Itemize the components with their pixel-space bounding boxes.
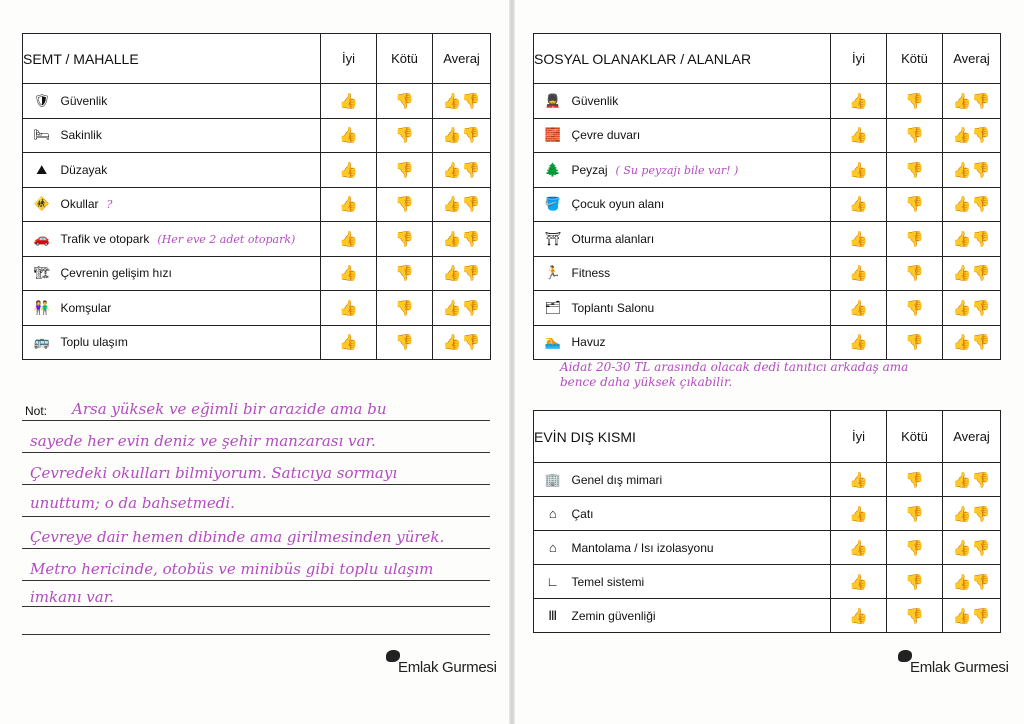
rating-bad-thumbs-down-icon[interactable]: 👎 <box>377 256 433 291</box>
row-label-cell <box>61 256 321 291</box>
table-row <box>534 497 1001 531</box>
table-row <box>23 291 491 326</box>
row-label: Trafik ve otopark <box>60 231 150 246</box>
table-row <box>534 291 1001 326</box>
table-row <box>534 325 1001 360</box>
table-row <box>534 531 1001 565</box>
rating-bad-thumbs-down-icon[interactable]: 👎 <box>887 118 943 153</box>
row-label: Peyzaj <box>571 162 608 177</box>
table-title: SEMT / MAHALLE <box>23 34 321 84</box>
row-label-cell <box>572 565 831 599</box>
students-icon: 🚸 <box>23 187 61 222</box>
column-good: İyi <box>321 34 377 84</box>
row-label-cell <box>572 463 831 497</box>
row-label: Oturma alanları <box>571 231 655 246</box>
table-row <box>534 463 1001 497</box>
table-row <box>23 84 491 119</box>
notes-label: Not: <box>25 404 48 418</box>
car-icon: 🚗 <box>23 222 61 257</box>
rating-bad-thumbs-down-icon[interactable]: 👎 <box>377 291 433 326</box>
table-row <box>534 256 1001 291</box>
facade-icon: 🏢 <box>534 463 572 497</box>
rating-good-thumbs-up-icon[interactable]: 👍 <box>321 153 377 188</box>
row-label: Okullar <box>60 197 99 212</box>
row-label: Güvenlik <box>60 93 108 108</box>
row-label: Toplantı Salonu <box>571 300 655 315</box>
handwritten-note: (Her eve 2 adet otopark) <box>157 232 296 246</box>
exterior-table <box>533 410 1001 633</box>
rating-bad-thumbs-down-icon[interactable]: 👎 <box>887 256 943 291</box>
column-bad: Kötü <box>377 34 433 84</box>
row-label-cell <box>572 84 831 119</box>
row-label-cell <box>572 531 831 565</box>
column-average: Averaj <box>943 411 1001 463</box>
rating-avg-thumbs-mixed-icon[interactable]: 👍👎 <box>433 256 491 291</box>
row-label-cell <box>61 187 321 222</box>
rating-avg-thumbs-mixed-icon[interactable]: 👍👎 <box>943 187 1001 222</box>
row-label: Genel dış mimari <box>571 472 663 487</box>
row-label: Havuz <box>571 335 606 350</box>
rating-bad-thumbs-down-icon[interactable]: 👎 <box>887 565 943 599</box>
pool-icon: 🏊 <box>534 325 572 360</box>
rating-good-thumbs-up-icon[interactable]: 👍 <box>831 531 887 565</box>
rating-good-thumbs-up-icon[interactable]: 👍 <box>831 463 887 497</box>
column-average: Averaj <box>433 34 491 84</box>
table-row <box>23 325 491 360</box>
rating-good-thumbs-up-icon[interactable]: 👍 <box>831 291 887 326</box>
table-row <box>534 153 1001 188</box>
bed-icon: 🛏 <box>23 118 61 153</box>
row-label: Çevre duvarı <box>571 128 641 143</box>
rating-good-thumbs-up-icon[interactable]: 👍 <box>321 291 377 326</box>
shield-icon: 🛡 <box>23 84 61 119</box>
bus-icon: 🚌 <box>23 325 61 360</box>
row-label-cell <box>572 153 831 188</box>
rating-good-thumbs-up-icon[interactable]: 👍 <box>831 565 887 599</box>
house-outline-icon: ⌂ <box>534 531 572 565</box>
rating-avg-thumbs-mixed-icon[interactable]: 👍👎 <box>943 256 1001 291</box>
row-label: Temel sistemi <box>571 574 645 589</box>
row-label-cell <box>572 291 831 326</box>
row-label: Çatı <box>571 506 594 521</box>
note-line: Metro hericinde, otobüs ve minibüs gibi toplu ulaşım <box>30 560 434 578</box>
note-line: Çevredeki okulları bilmiyorum. Satıcıya sormayı <box>30 464 398 482</box>
rating-good-thumbs-up-icon[interactable]: 👍 <box>321 84 377 119</box>
rating-avg-thumbs-mixed-icon[interactable]: 👍👎 <box>943 222 1001 257</box>
rating-avg-thumbs-mixed-icon[interactable]: 👍👎 <box>943 118 1001 153</box>
table-row <box>534 118 1001 153</box>
brand-logo: Emlak Gurmesi <box>386 650 497 676</box>
roof-icon: ⌂ <box>534 497 572 531</box>
row-label: Toplu ulaşım <box>60 335 128 350</box>
wall-icon: 🧱 <box>534 118 572 153</box>
column-bad: Kötü <box>887 411 943 463</box>
bucket-icon: 🪣 <box>534 187 572 222</box>
rating-avg-thumbs-mixed-icon[interactable]: 👍👎 <box>943 463 1001 497</box>
table-row <box>23 256 491 291</box>
column-good: İyi <box>831 34 887 84</box>
rating-avg-thumbs-mixed-icon[interactable]: 👍👎 <box>433 84 491 119</box>
rating-avg-thumbs-mixed-icon[interactable]: 👍👎 <box>433 222 491 257</box>
brand-logo: Emlak Gurmesi <box>898 650 1009 676</box>
foundation-icon: ∟ <box>534 565 572 599</box>
table-row <box>534 565 1001 599</box>
rating-good-thumbs-up-icon[interactable]: 👍 <box>321 325 377 360</box>
rating-good-thumbs-up-icon[interactable]: 👍 <box>831 256 887 291</box>
row-label-cell <box>572 222 831 257</box>
rating-good-thumbs-up-icon[interactable]: 👍 <box>831 222 887 257</box>
row-label-cell <box>572 325 831 360</box>
table-row <box>534 84 1001 119</box>
rating-bad-thumbs-down-icon[interactable]: 👎 <box>377 325 433 360</box>
rating-good-thumbs-up-icon[interactable]: 👍 <box>321 256 377 291</box>
row-label-cell <box>572 187 831 222</box>
table-title: SOSYAL OLANAKLAR / ALANLAR <box>534 34 831 84</box>
row-label: Fitness <box>571 266 611 281</box>
rating-good-thumbs-up-icon[interactable]: 👍 <box>831 84 887 119</box>
rating-bad-thumbs-down-icon[interactable]: 👎 <box>887 291 943 326</box>
neighborhood-table <box>22 33 491 360</box>
table-row <box>23 153 491 188</box>
note-line: unuttum; o da bahsetmedi. <box>30 494 235 512</box>
rating-good-thumbs-up-icon[interactable]: 👍 <box>831 118 887 153</box>
rating-avg-thumbs-mixed-icon[interactable]: 👍👎 <box>943 291 1001 326</box>
row-label: Düzayak <box>60 162 108 177</box>
rating-good-thumbs-up-icon[interactable]: 👍 <box>831 599 887 633</box>
row-label-cell <box>572 497 831 531</box>
column-average: Averaj <box>943 34 1001 84</box>
table-title: EVİN DIŞ KISMI <box>534 411 831 463</box>
row-label: Mantolama / Isı izolasyonu <box>571 540 714 555</box>
rating-bad-thumbs-down-icon[interactable]: 👎 <box>377 222 433 257</box>
row-label-cell <box>61 84 321 119</box>
rating-bad-thumbs-down-icon[interactable]: 👎 <box>887 463 943 497</box>
rating-good-thumbs-up-icon[interactable]: 👍 <box>321 187 377 222</box>
picnic-table-icon: ⛩ <box>534 222 572 257</box>
rating-bad-thumbs-down-icon[interactable]: 👎 <box>887 222 943 257</box>
row-label: Çevrenin gelişim hızı <box>60 266 172 281</box>
rating-avg-thumbs-mixed-icon[interactable]: 👍👎 <box>943 84 1001 119</box>
rating-avg-thumbs-mixed-icon[interactable]: 👍👎 <box>943 565 1001 599</box>
note-line: Çevreye dair hemen dibinde ama girilmesinden yürek. <box>30 528 445 546</box>
rating-avg-thumbs-mixed-icon[interactable]: 👍👎 <box>433 187 491 222</box>
handwritten-note: ? <box>106 198 113 212</box>
rating-good-thumbs-up-icon[interactable]: 👍 <box>321 222 377 257</box>
row-label: Sakinlik <box>60 128 102 143</box>
rating-bad-thumbs-down-icon[interactable]: 👎 <box>887 325 943 360</box>
handwritten-note: ( Su peyzajı bile var! ) <box>615 163 739 177</box>
row-label-cell <box>61 291 321 326</box>
columns-icon: Ⅲ <box>534 599 572 633</box>
column-good: İyi <box>831 411 887 463</box>
terrain-icon: ⛰ <box>23 153 61 188</box>
guard-icon: 💂 <box>534 84 572 119</box>
table-row <box>23 118 491 153</box>
rating-avg-thumbs-mixed-icon[interactable]: 👍👎 <box>943 153 1001 188</box>
rating-good-thumbs-up-icon[interactable]: 👍 <box>831 187 887 222</box>
row-label-cell <box>61 222 321 257</box>
row-label-cell <box>61 118 321 153</box>
row-label: Komşular <box>60 300 112 315</box>
meeting-board-icon: 🗂 <box>534 291 572 326</box>
rating-good-thumbs-up-icon[interactable]: 👍 <box>831 153 887 188</box>
rating-avg-thumbs-mixed-icon[interactable]: 👍👎 <box>943 325 1001 360</box>
fitness-icon: 🏃 <box>534 256 572 291</box>
table-row <box>534 187 1001 222</box>
social-facilities-table <box>533 33 1001 360</box>
rating-bad-thumbs-down-icon[interactable]: 👎 <box>377 118 433 153</box>
rating-bad-thumbs-down-icon[interactable]: 👎 <box>887 84 943 119</box>
row-label-cell <box>61 325 321 360</box>
rating-bad-thumbs-down-icon[interactable]: 👎 <box>377 153 433 188</box>
row-label-cell <box>572 599 831 633</box>
building-growth-icon: 🏗 <box>23 256 61 291</box>
row-label: Zemin güvenliği <box>571 608 656 623</box>
table-row <box>534 599 1001 633</box>
neighbors-icon: 👫 <box>23 291 61 326</box>
rating-bad-thumbs-down-icon[interactable]: 👎 <box>887 187 943 222</box>
column-bad: Kötü <box>887 34 943 84</box>
rating-bad-thumbs-down-icon[interactable]: 👎 <box>887 497 943 531</box>
social-handwritten-note: Aidat 20-30 TL arasında olacak dedi tanıtıcı arkadaş ama bence daha yüksek çıkabilir. <box>560 360 909 389</box>
note-line: imkanı var. <box>30 588 114 606</box>
rating-bad-thumbs-down-icon[interactable]: 👎 <box>887 531 943 565</box>
rating-avg-thumbs-mixed-icon[interactable]: 👍👎 <box>943 531 1001 565</box>
note-line: sayede her evin deniz ve şehir manzarası var. <box>30 432 376 450</box>
row-label-cell <box>572 118 831 153</box>
rating-avg-thumbs-mixed-icon[interactable]: 👍👎 <box>433 153 491 188</box>
row-label: Güvenlik <box>571 93 619 108</box>
tree-icon: 🌲 <box>534 153 572 188</box>
rating-avg-thumbs-mixed-icon[interactable]: 👍👎 <box>943 599 1001 633</box>
rating-avg-thumbs-mixed-icon[interactable]: 👍👎 <box>943 497 1001 531</box>
rating-avg-thumbs-mixed-icon[interactable]: 👍👎 <box>433 325 491 360</box>
note-line: Arsa yüksek ve eğimli bir arazide ama bu <box>72 400 387 418</box>
rating-bad-thumbs-down-icon[interactable]: 👎 <box>887 153 943 188</box>
table-row <box>23 187 491 222</box>
rating-avg-thumbs-mixed-icon[interactable]: 👍👎 <box>433 118 491 153</box>
rating-good-thumbs-up-icon[interactable]: 👍 <box>321 118 377 153</box>
rating-bad-thumbs-down-icon[interactable]: 👎 <box>377 84 433 119</box>
row-label: Çocuk oyun alanı <box>571 197 665 212</box>
row-label-cell <box>572 256 831 291</box>
rating-good-thumbs-up-icon[interactable]: 👍 <box>831 325 887 360</box>
rating-avg-thumbs-mixed-icon[interactable]: 👍👎 <box>433 291 491 326</box>
rating-bad-thumbs-down-icon[interactable]: 👎 <box>377 187 433 222</box>
rating-good-thumbs-up-icon[interactable]: 👍 <box>831 497 887 531</box>
row-label-cell <box>61 153 321 188</box>
table-row <box>534 222 1001 257</box>
rating-bad-thumbs-down-icon[interactable]: 👎 <box>887 599 943 633</box>
table-row <box>23 222 491 257</box>
